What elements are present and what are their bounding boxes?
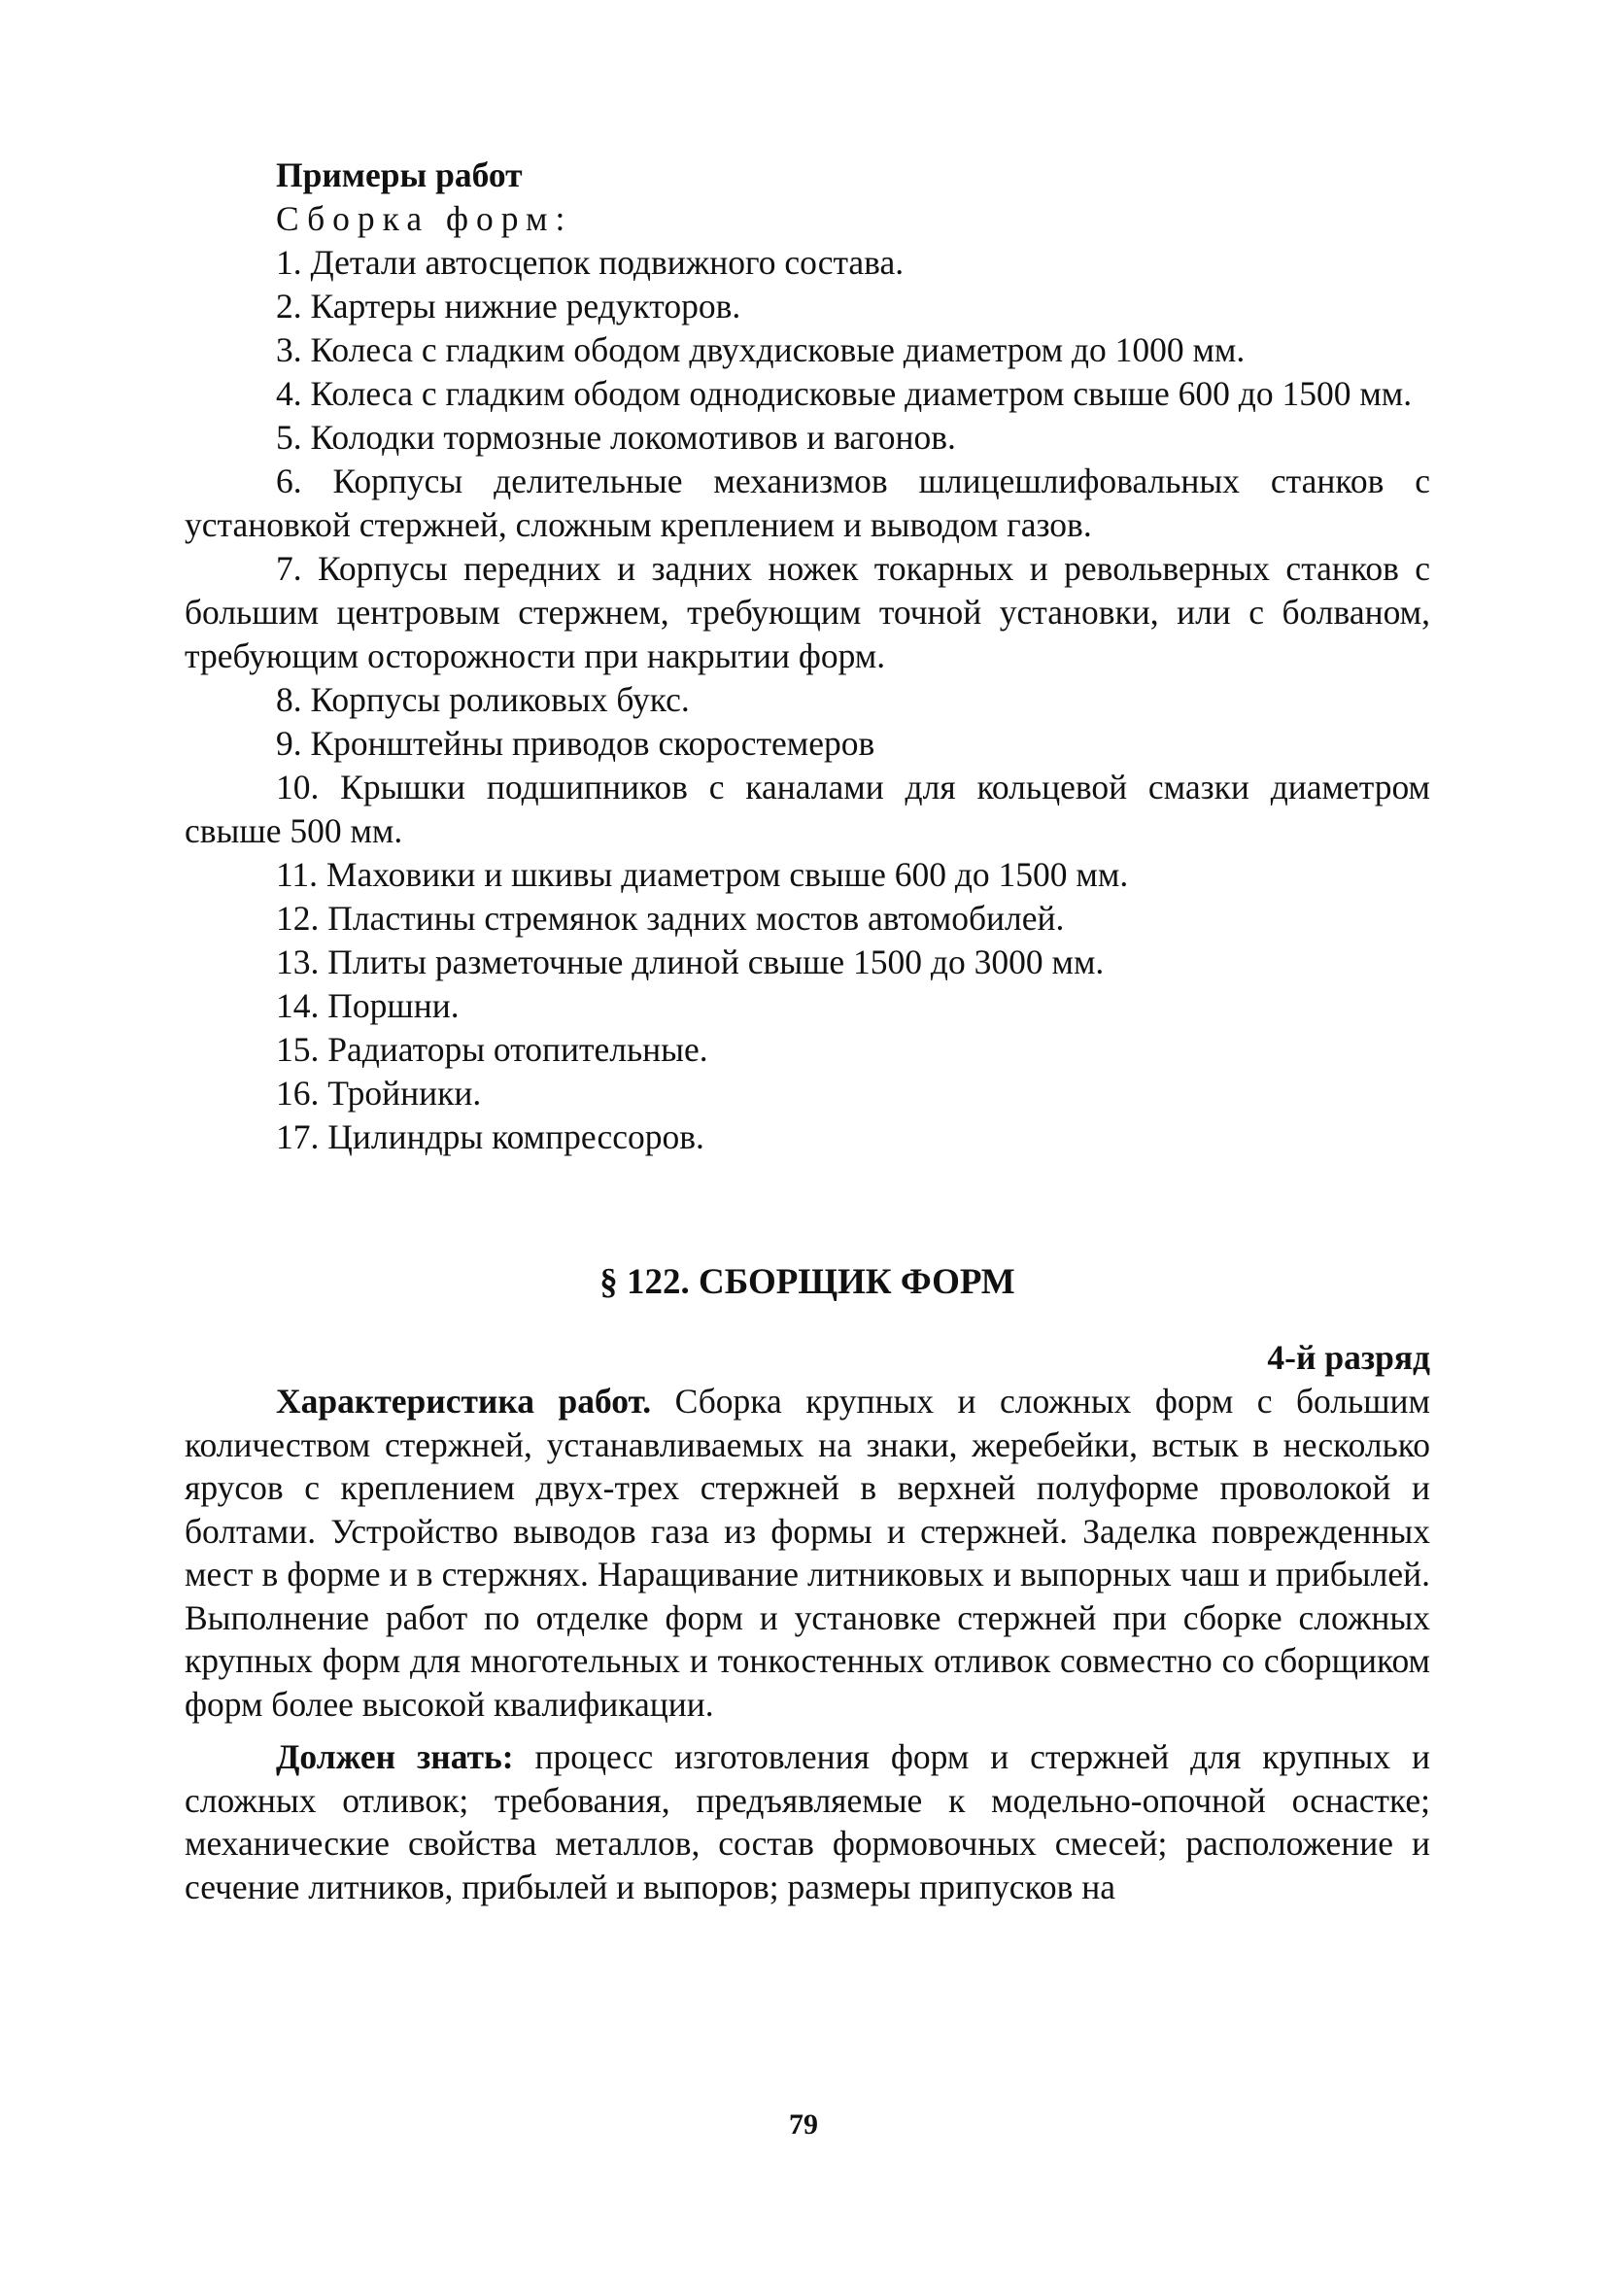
example-item-6: 6. Корпусы делительные механизмов шлицешлифовальных станков с установкой стержней, сложным креплением и выводом газов. <box>185 462 1430 544</box>
example-item-12: 12. Пластины стремянок задних мостов автомобилей. <box>276 899 1065 938</box>
example-item-8: 8. Корпусы роликовых букс. <box>276 680 690 719</box>
knowledge-text: процесс изготовления форм и стержней для крупных и сложных отливок; требования, предъявляемые к модельно-опочной оснастке; механические свойства металлов, состав формовочных смесей; расположение и сечение литников, прибылей и выпоров; размеры припусков на <box>185 1737 1430 1906</box>
example-item-14: 14. Поршни. <box>276 986 460 1025</box>
example-item-7: 7. Корпусы передних и задних ножек токарных и револьверных станков с большим центровым стержнем, требующим точной установки, или с болваном, требующим осторожности при накрытии форм. <box>185 549 1430 675</box>
example-item-2: 2. Картеры нижние редукторов. <box>276 287 741 326</box>
example-item-10: 10. Крышки подшипников с каналами для кольцевой смазки диаметром свыше 500 мм. <box>185 768 1430 850</box>
example-item-17: 17. Цилиндры компрессоров. <box>276 1117 704 1156</box>
example-item-13: 13. Плиты разметочные длиной свыше 1500 до 3000 мм. <box>276 942 1105 981</box>
example-item-11: 11. Маховики и шкивы диаметром свыше 600 до 1500 мм. <box>276 855 1129 894</box>
grade-label: 4-й разряд <box>1267 1338 1430 1377</box>
example-item-5: 5. Колодки тормозные локомотивов и вагонов. <box>276 418 956 457</box>
characteristics-label: Характеристика работ. <box>276 1382 652 1421</box>
page-number: 79 <box>789 2108 818 2141</box>
examples-subtitle: Сборка форм: <box>276 199 573 238</box>
examples-title: Примеры работ <box>276 155 523 194</box>
page-content <box>185 154 1430 1908</box>
example-item-4: 4. Колеса с гладким ободом однодисковые диаметром свыше 600 до 1500 мм. <box>276 374 1413 413</box>
knowledge-label: Должен знать: <box>276 1737 514 1776</box>
characteristics-text: Сборка крупных и сложных форм с большим количеством стержней, устанавливаемых на знаки, жеребейки, встык в несколько ярусов с креплением двух-трех стержней в верхней полуформе проволокой и болтами. Устройство выводов газа из формы и стержней. Заделка поврежденных мест в форме и в стержнях. Наращивание литниковых и выпорных чаш и прибылей. Выполнение работ по отделке форм и установке стержней при сборке сложных крупных форм для многотельных и тонкостенных отливок совместно со сборщиком форм более высокой квалификации. <box>185 1382 1430 1724</box>
example-item-15: 15. Радиаторы отопительные. <box>276 1030 708 1069</box>
example-item-1: 1. Детали автосцепок подвижного состава. <box>276 243 905 282</box>
example-item-3: 3. Колеса с гладким ободом двухдисковые диаметром до 1000 мм. <box>276 330 1246 369</box>
characteristics-paragraph <box>185 1380 1430 1726</box>
example-item-9: 9. Кронштейны приводов скоростемеров <box>276 724 875 763</box>
knowledge-paragraph <box>185 1735 1430 1908</box>
section-title: § 122. СБОРЩИК ФОРМ <box>599 1262 1015 1302</box>
example-item-16: 16. Тройники. <box>276 1074 482 1113</box>
